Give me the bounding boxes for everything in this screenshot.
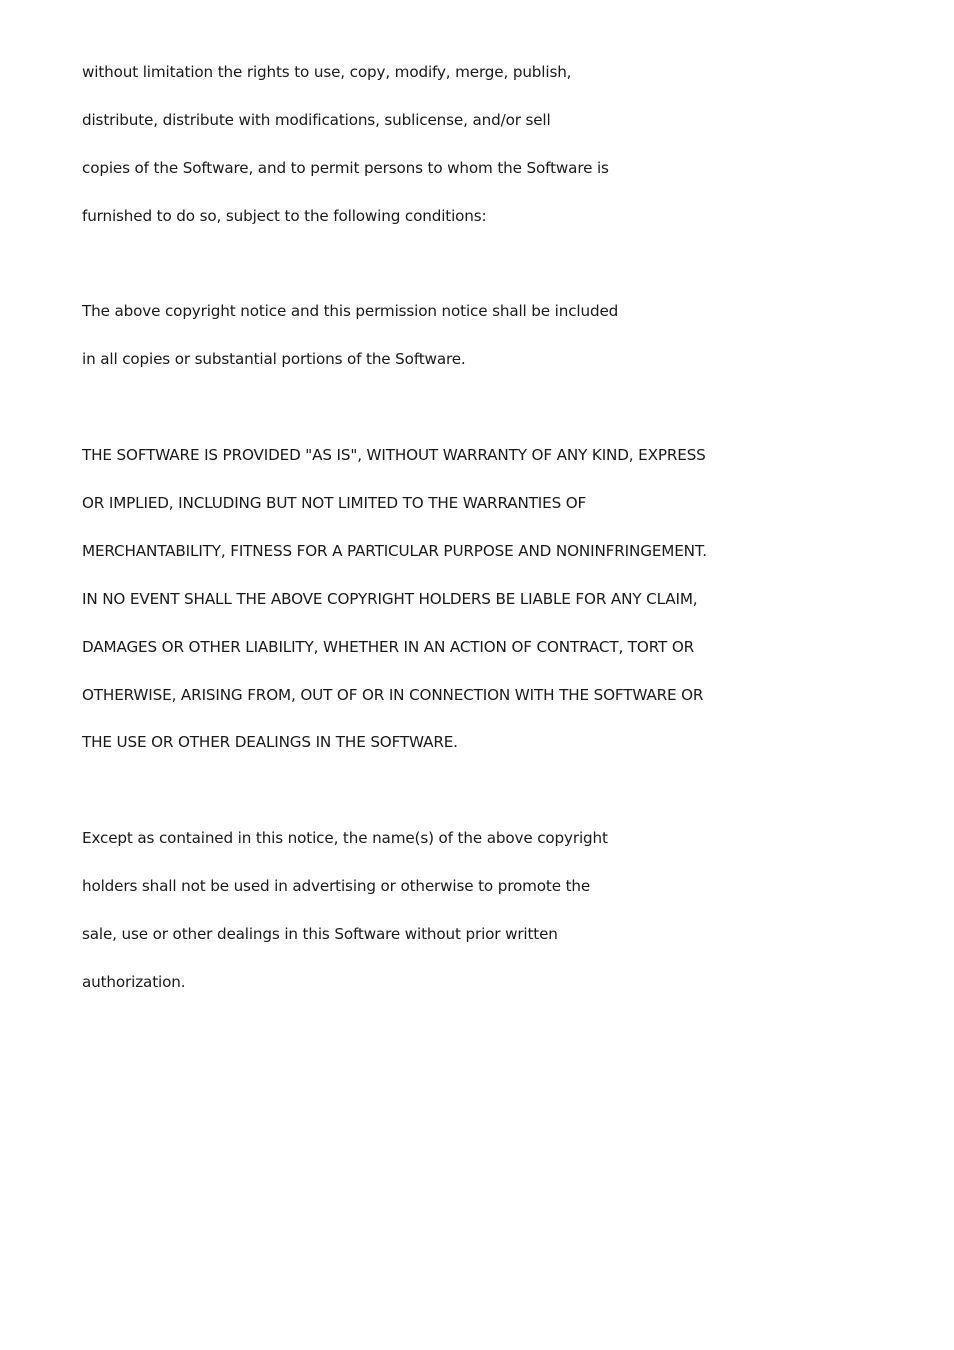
text-line: IN NO EVENT SHALL THE ABOVE COPYRIGHT HOLDERS BE LIABLE FOR ANY CLAIM,	[82, 589, 698, 608]
text-line: furnished to do so, subject to the following conditions:	[82, 206, 487, 225]
text-line: The above copyright notice and this permission notice shall be included	[82, 302, 619, 321]
paragraph-grant-continued	[82, 60, 882, 252]
text-line: in all copies or substantial portions of the Software.	[82, 350, 466, 369]
text-line: sale, use or other dealings in this Software without prior written	[82, 925, 558, 944]
paragraph-spacer	[82, 252, 882, 300]
text-line: OTHERWISE, ARISING FROM, OUT OF OR IN CONNECTION WITH THE SOFTWARE OR	[82, 685, 704, 704]
text-line: distribute, distribute with modifications, sublicense, and/or sell	[82, 110, 551, 129]
text-line: without limitation the rights to use, copy, modify, merge, publish,	[82, 63, 572, 81]
text-line: Except as contained in this notice, the name(s) of the above copyright	[82, 829, 608, 848]
text-line: MERCHANTABILITY, FITNESS FOR A PARTICULAR PURPOSE AND NONINFRINGEMENT.	[82, 541, 707, 560]
paragraph-spacer	[82, 395, 882, 443]
text-line: THE USE OR OTHER DEALINGS IN THE SOFTWARE.	[82, 733, 458, 752]
paragraph-spacer	[82, 778, 882, 826]
paragraph-name-usage	[82, 826, 882, 1018]
paragraph-warranty-disclaimer	[82, 443, 882, 778]
paragraph-notice-requirement	[82, 299, 882, 395]
text-line: authorization.	[82, 972, 186, 991]
text-line: DAMAGES OR OTHER LIABILITY, WHETHER IN AN ACTION OF CONTRACT, TORT OR	[82, 637, 695, 656]
text-line: OR IMPLIED, INCLUDING BUT NOT LIMITED TO THE WARRANTIES OF	[82, 494, 587, 513]
text-line: THE SOFTWARE IS PROVIDED "AS IS", WITHOUT WARRANTY OF ANY KIND, EXPRESS	[82, 446, 706, 465]
text-line: holders shall not be used in advertising or otherwise to promote the	[82, 877, 591, 896]
license-text	[82, 60, 882, 1018]
text-line: copies of the Software, and to permit persons to whom the Software is	[82, 158, 609, 177]
